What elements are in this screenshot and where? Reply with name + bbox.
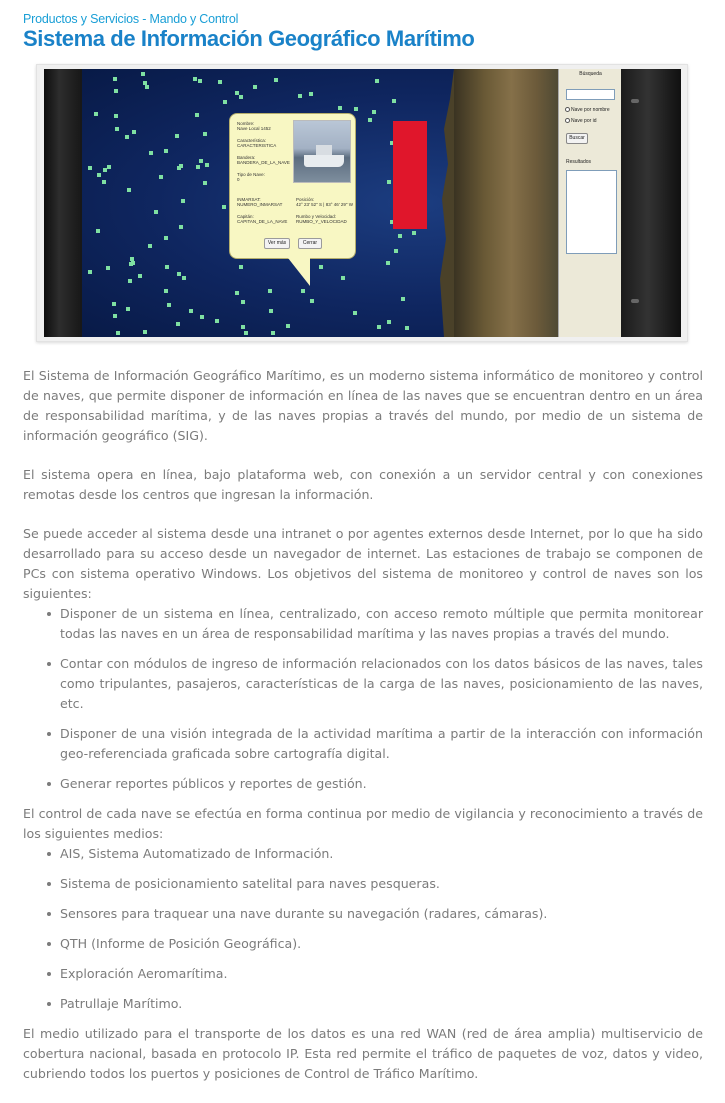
search-panel-heading: Búsqueda [579, 71, 602, 77]
ship-marker-icon[interactable] [126, 307, 130, 311]
ship-marker-icon[interactable] [301, 289, 305, 293]
list-item: Generar reportes públicos y reportes de gestión. [23, 774, 703, 794]
breadcrumb[interactable]: Productos y Servicios - Mando y Control [23, 12, 239, 26]
ship-marker-icon[interactable] [269, 309, 273, 313]
ship-marker-icon[interactable] [128, 279, 132, 283]
popup-capitan-label: Capitán: [237, 214, 254, 219]
ship-marker-icon[interactable] [164, 236, 168, 240]
ship-marker-icon[interactable] [159, 175, 163, 179]
ship-marker-icon[interactable] [200, 315, 204, 319]
ship-marker-icon[interactable] [412, 231, 416, 235]
ship-marker-icon[interactable] [271, 331, 275, 335]
ship-marker-icon[interactable] [203, 181, 207, 185]
ship-marker-icon[interactable] [113, 314, 117, 318]
monitor-bezel-right [621, 69, 681, 337]
ship-marker-icon[interactable] [138, 274, 142, 278]
ship-marker-icon[interactable] [199, 159, 203, 163]
screenshot-image [44, 69, 681, 337]
ship-marker-icon[interactable] [106, 266, 110, 270]
ship-marker-icon[interactable] [107, 165, 111, 169]
radio-id-label: Nave por id [571, 118, 597, 124]
radio-nombre-label: Nave por nombre [571, 107, 610, 113]
ship-marker-icon[interactable] [148, 244, 152, 248]
radio-nave-nombre[interactable] [565, 107, 610, 113]
list-item: Sensores para traquear una nave durante su navegación (radares, cámaras). [23, 904, 703, 924]
list-item: AIS, Sistema Automatizado de Información. [23, 844, 703, 864]
ship-marker-icon[interactable] [338, 106, 342, 110]
ship-marker-icon[interactable] [113, 77, 117, 81]
list-item: Disponer de un sistema en línea, centralizado, con acceso remoto múltiple que permita monitorear todas las naves en un área de responsabilidad marítima y las naves propias a través del mundo. [23, 604, 703, 644]
ver-mas-button[interactable]: Ver más [264, 238, 290, 249]
ship-marker-icon[interactable] [112, 302, 116, 306]
resultados-list[interactable] [566, 170, 617, 254]
popup-inmarsat-label: INMARSAT: [237, 197, 261, 202]
ship-marker-icon[interactable] [182, 276, 186, 280]
restricted-zone [393, 121, 427, 229]
ship-marker-icon[interactable] [253, 85, 257, 89]
popup-inmarsat-value: NUMERO_INMARSAT [237, 202, 283, 207]
popup-caracteristica-value: CARACTERISTICA [237, 143, 277, 148]
ship-marker-icon[interactable] [88, 166, 92, 170]
ship-info-popup [229, 113, 356, 259]
ship-marker-icon[interactable] [235, 291, 239, 295]
control-paragraph: El control de cada nave se efectúa en forma continua por medio de vigilancia y reconocimiento a través de los siguientes medios: [23, 806, 703, 841]
ship-marker-icon[interactable] [203, 132, 207, 136]
search-input[interactable] [566, 89, 615, 100]
ship-marker-icon[interactable] [215, 319, 219, 323]
ship-marker-icon[interactable] [97, 173, 101, 177]
ship-marker-icon[interactable] [179, 225, 183, 229]
ship-marker-icon[interactable] [218, 80, 222, 84]
popup-caracteristica-label: Característica: [237, 138, 267, 143]
access-paragraph: Se puede acceder al sistema desde una intranet o por agentes externos desde Internet, por lo que ha sido desarrollado para su acceso desde un navegador de internet. Las estaciones de trabajo se componen de PCs con sistema operativo Windows. Los objetivos del sistema de monitoreo y control de naves son los siguientes: [23, 526, 703, 601]
ship-marker-icon[interactable] [149, 151, 153, 155]
ship-marker-icon[interactable] [387, 180, 391, 184]
ship-marker-icon[interactable] [177, 272, 181, 276]
ship-marker-icon[interactable] [353, 311, 357, 315]
popup-posicion-value: 42° 23' 52" S | 83° 46' 29" W [296, 202, 353, 207]
ship-marker-icon[interactable] [94, 112, 98, 116]
ship-marker-icon[interactable] [387, 320, 391, 324]
intro-paragraph: El Sistema de Información Geográfico Marítimo, es un moderno sistema informático de monitoreo y control de naves, que permite disponer de información en línea de las naves que se encuentran dentro en un área de responsabilidad marítima, y de las naves propias a través del mundo, por medio de un sistema de información geográfico (SIG). [23, 368, 703, 443]
search-panel [558, 69, 621, 337]
ship-marker-icon[interactable] [193, 77, 197, 81]
ship-marker-icon[interactable] [398, 234, 402, 238]
ship-marker-icon[interactable] [298, 94, 302, 98]
screenshot-frame [36, 64, 688, 342]
ship-marker-icon[interactable] [195, 113, 199, 117]
ship-marker-icon[interactable] [239, 95, 243, 99]
ship-marker-icon[interactable] [241, 300, 245, 304]
ship-marker-icon[interactable] [392, 99, 396, 103]
buscar-button[interactable]: Buscar [566, 133, 588, 144]
ship-marker-icon[interactable] [114, 114, 118, 118]
land-mass [454, 69, 558, 337]
operation-paragraph: El sistema opera en línea, bajo plataforma web, con conexión a un servidor central y con conexiones remotas desde los centros que ingresan la información. [23, 467, 703, 502]
ship-marker-icon[interactable] [177, 166, 181, 170]
ship-marker-icon[interactable] [154, 210, 158, 214]
ship-marker-icon[interactable] [222, 205, 226, 209]
ship-marker-icon[interactable] [125, 135, 129, 139]
list-item: Patrullaje Marítimo. [23, 994, 703, 1014]
list-item: QTH (Informe de Posición Geográfica). [23, 934, 703, 954]
ship-marker-icon[interactable] [375, 79, 379, 83]
ship-marker-icon[interactable] [244, 331, 248, 335]
radio-nave-id[interactable] [565, 118, 597, 124]
popup-tipo-label: Tipo de Nave: [237, 172, 265, 177]
resultados-label: Resultados [566, 159, 592, 165]
popup-capitan-value: CAPITAN_DE_LA_NAVE [237, 219, 288, 224]
ship-marker-icon[interactable] [114, 89, 118, 93]
ship-marker-icon[interactable] [132, 130, 136, 134]
list-item: Sistema de posicionamiento satelital para naves pesqueras. [23, 874, 703, 894]
map-view [82, 69, 558, 337]
ship-marker-icon[interactable] [129, 262, 133, 266]
ship-marker-icon[interactable] [167, 303, 171, 307]
ship-marker-icon[interactable] [102, 180, 106, 184]
popup-tipo-value: 0 [237, 177, 240, 182]
ship-marker-icon[interactable] [196, 165, 200, 169]
ship-marker-icon[interactable] [310, 299, 314, 303]
ship-marker-icon[interactable] [341, 276, 345, 280]
ship-marker-icon[interactable] [377, 325, 381, 329]
popup-nombre-label: Nombre: [237, 121, 255, 126]
popup-bandera-value: BANDERA_DE_LA_NAVE [237, 160, 290, 165]
ship-marker-icon[interactable] [175, 134, 179, 138]
list-item: Exploración Aeromarítima. [23, 964, 703, 984]
list-item: Disponer de una visión integrada de la actividad marítima a partir de la interacción con información geo-referenciada graficada sobre cartografía digital. [23, 724, 703, 764]
ship-marker-icon[interactable] [189, 309, 193, 313]
radio-dot-icon [565, 107, 570, 112]
ship-marker-icon[interactable] [309, 92, 313, 96]
popup-bandera-label: Bandera: [237, 155, 256, 160]
network-paragraph: El medio utilizado para el transporte de los datos es una red WAN (red de área amplia) multiservicio de cobertura nacional, basada en protocolo IP. Esta red permite el tráfico de paquetes de voz, datos y video, cubriendo todos los puertos y posiciones de Control de Tráfico Marítimo. [23, 1026, 703, 1081]
ship-marker-icon[interactable] [405, 326, 409, 330]
ship-marker-icon[interactable] [241, 325, 245, 329]
ship-marker-icon[interactable] [401, 297, 405, 301]
ship-marker-icon[interactable] [274, 78, 278, 82]
popup-rumbo-label: Rumbo y Velocidad: [296, 214, 337, 219]
ship-marker-icon[interactable] [394, 249, 398, 253]
ship-marker-icon[interactable] [115, 127, 119, 131]
cerrar-button[interactable]: Cerrar [298, 238, 322, 249]
ship-marker-icon[interactable] [181, 199, 185, 203]
ship-marker-icon[interactable] [145, 85, 149, 89]
objectives-list [23, 604, 703, 794]
page-title: Sistema de Información Geográfico Marítimo [23, 26, 475, 51]
ship-marker-icon[interactable] [127, 188, 131, 192]
ship-marker-icon[interactable] [165, 265, 169, 269]
ship-marker-icon[interactable] [198, 79, 202, 83]
ship-marker-icon[interactable] [239, 265, 243, 269]
popup-nombre-value: Nave Local 1452 [237, 126, 271, 131]
means-list [23, 844, 703, 1014]
main-content [23, 366, 703, 1103]
popup-tail [288, 258, 310, 286]
ship-marker-icon[interactable] [164, 289, 168, 293]
ship-marker-icon[interactable] [116, 331, 120, 335]
ship-marker-icon[interactable] [268, 289, 272, 293]
ship-marker-icon[interactable] [143, 330, 147, 334]
ship-marker-icon[interactable] [354, 107, 358, 111]
ship-marker-icon[interactable] [223, 100, 227, 104]
ship-marker-icon[interactable] [141, 72, 145, 76]
radio-dot-icon [565, 118, 570, 123]
ship-marker-icon[interactable] [88, 270, 92, 274]
monitor-bezel-left [44, 69, 82, 337]
ship-marker-icon[interactable] [319, 265, 323, 269]
ship-marker-icon[interactable] [96, 229, 100, 233]
popup-posicion-label: Posición: [296, 197, 315, 202]
ship-marker-icon[interactable] [176, 322, 180, 326]
ship-marker-icon[interactable] [164, 149, 168, 153]
ship-marker-icon[interactable] [372, 110, 376, 114]
ship-marker-icon[interactable] [386, 261, 390, 265]
list-item: Contar con módulos de ingreso de información relacionados con los datos básicos de las naves, tales como tripulantes, pasajeros, características de la carga de las naves, posicionamiento de las naves, etc. [23, 654, 703, 714]
ship-marker-icon[interactable] [205, 163, 209, 167]
ship-marker-icon[interactable] [286, 324, 290, 328]
popup-rumbo-value: RUMBO_Y_VELOCIDAD [296, 219, 347, 224]
ship-marker-icon[interactable] [368, 118, 372, 122]
ship-photo [293, 120, 351, 183]
